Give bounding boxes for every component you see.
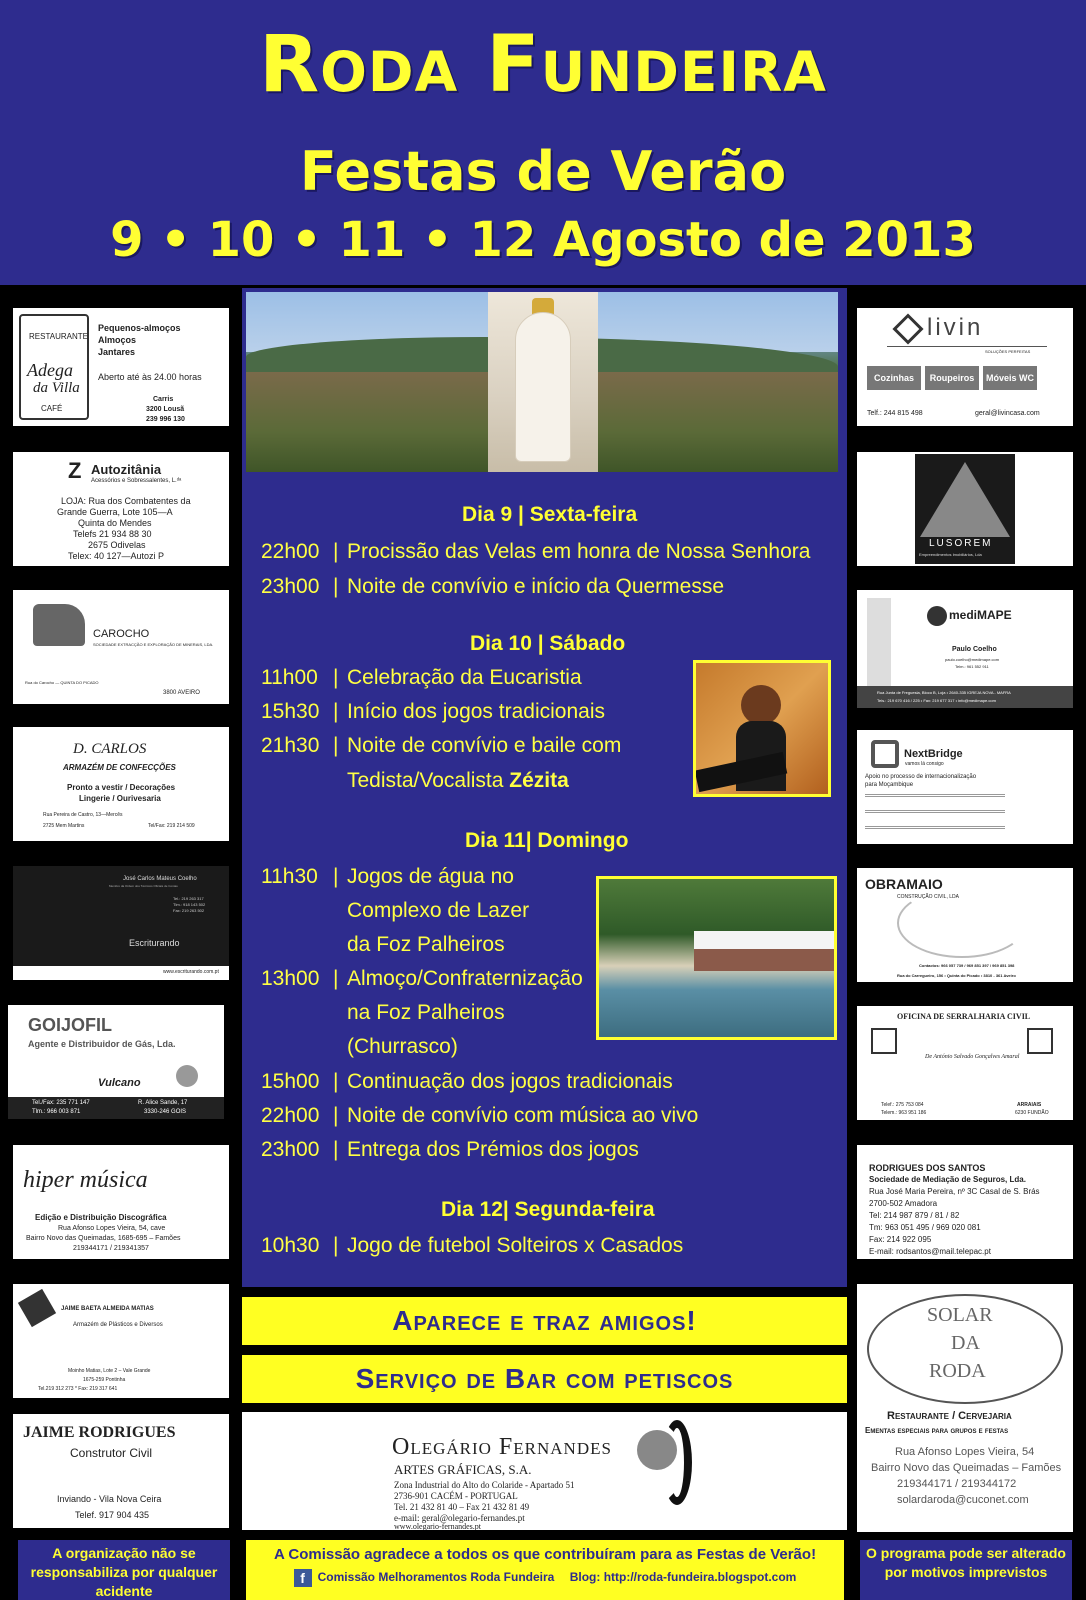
sponsor-line: Telef. 917 904 435 bbox=[75, 1510, 150, 1520]
sponsor-line: Tels.: 219 670 416 / 225 • Fax: 219 677 317 • info@medimape.com bbox=[877, 698, 996, 703]
sponsor-tagline: SOLUÇÕES PERFEITAS bbox=[985, 349, 1031, 354]
sponsor-city: 2736-901 CACÉM - PORTUGAL bbox=[394, 1491, 518, 1501]
sponsor-name: mediMAPE bbox=[949, 608, 1012, 622]
sponsor-line: Restaurante / Cervejaria bbox=[887, 1410, 1012, 1422]
sponsor-name: GOIJOFIL bbox=[28, 1015, 113, 1035]
event-time: 21h30 bbox=[261, 734, 320, 757]
sponsor-line: 219344171 / 219341357 bbox=[73, 1245, 149, 1252]
river-beach-photo bbox=[596, 876, 837, 1040]
event-separator: | bbox=[333, 540, 339, 563]
event-separator: | bbox=[333, 1234, 339, 1257]
sponsor-escriturando bbox=[13, 866, 229, 980]
sponsor-tagline: vamos lá consigo bbox=[905, 761, 944, 767]
sponsor-line: R. Alice Sande, 17 bbox=[138, 1100, 188, 1106]
poster-dates: 9 • 10 • 11 • 12 Agosto de 2013 bbox=[110, 212, 976, 268]
medimape-logo-icon bbox=[927, 606, 947, 626]
sponsor-name: RODRIGUES DOS SANTOS bbox=[869, 1163, 986, 1173]
sponsor-name: JAIME BAETA ALMEIDA MATIAS bbox=[61, 1306, 154, 1312]
gate-icon bbox=[871, 1028, 897, 1054]
sponsor-line: Sociedade de Mediação de Seguros, Lda. bbox=[869, 1175, 1026, 1184]
sponsor-nextbridge bbox=[857, 730, 1073, 844]
window-icon bbox=[1027, 1028, 1053, 1054]
sponsor-line: Contactos: 966 057 739 / 969 851 397 / 969 851 398 bbox=[919, 963, 1015, 968]
event-separator: | bbox=[333, 575, 339, 598]
sponsor-hiper-musica bbox=[13, 1145, 229, 1259]
event-text: Continuação dos jogos tradicionais bbox=[347, 1070, 673, 1093]
our-lady-statue-image bbox=[488, 292, 598, 472]
sponsor-name: Autozitânia bbox=[91, 462, 162, 477]
sponsor-rodrigues-dos-santos bbox=[857, 1145, 1073, 1259]
event-text-line: (Churrasco) bbox=[347, 1035, 458, 1058]
sponsor-tagline: Empreendimentos Imobiliários, Lda bbox=[919, 552, 982, 557]
facebook-page-link[interactable]: Comissão Melhoramentos Roda Fundeira bbox=[317, 1570, 555, 1585]
sponsor-line: Inviando - Vila Nova Ceira bbox=[57, 1494, 162, 1504]
event-separator: | bbox=[333, 734, 339, 757]
event-time: 22h00 bbox=[261, 540, 320, 563]
day10-heading: Dia 10 | Sábado bbox=[470, 632, 626, 655]
event-text-line: na Foz Palheiros bbox=[347, 1001, 505, 1024]
sponsor-livin-casa bbox=[857, 308, 1073, 426]
bathroom-furniture-label: Móveis WC bbox=[983, 366, 1037, 390]
event-text: Início dos jogos tradicionais bbox=[347, 700, 605, 723]
sponsor-line: Jantares bbox=[98, 347, 136, 357]
sponsor-line: Tlm.: 918 143 502 bbox=[173, 902, 206, 907]
sponsor-line: Lingerie / Ourivesaria bbox=[79, 794, 161, 803]
sponsor-line: Construtor Civil bbox=[70, 1446, 153, 1460]
sponsor-line: Pequenos-almoços bbox=[98, 323, 181, 333]
sponsor-name: OFICINA DE SERRALHARIA CIVIL bbox=[897, 1012, 1031, 1021]
sponsor-line: Tel./Fax: 235 771 147 bbox=[32, 1100, 90, 1106]
sponsor-line: Carris bbox=[153, 396, 174, 403]
sponsor-medimape bbox=[857, 590, 1073, 708]
event-separator: | bbox=[333, 967, 339, 990]
sponsor-tagline: CONSTRUÇÃO CIVIL, LDA bbox=[897, 894, 959, 900]
sponsor-line: Telm.: 961 552 911 bbox=[955, 664, 989, 669]
event-time: 11h00 bbox=[261, 666, 318, 689]
sponsor-brand: Escriturando bbox=[129, 938, 180, 948]
sponsor-name: SOLAR bbox=[927, 1304, 993, 1326]
sponsor-name: Adega bbox=[27, 360, 73, 380]
triangle-logo-icon bbox=[920, 462, 1010, 537]
event-separator: | bbox=[333, 1070, 339, 1093]
sponsor-line: LOJA: Rua dos Combatentes da bbox=[61, 496, 191, 506]
loader-truck-icon bbox=[33, 604, 85, 646]
facebook-icon: f bbox=[294, 1569, 312, 1587]
sponsor-line: 3330-246 GOIS bbox=[144, 1109, 187, 1115]
blog-link[interactable]: Blog: http://roda-fundeira.blogspot.com bbox=[569, 1570, 797, 1585]
bp-logo-icon bbox=[176, 1065, 198, 1087]
sponsor-jaime-rodrigues bbox=[13, 1414, 229, 1528]
sponsor-line: Rua Afonso Lopes Vieira, 54 bbox=[895, 1446, 1035, 1458]
sponsor-solar-da-roda bbox=[857, 1284, 1073, 1532]
sponsor-adega-da-villa bbox=[13, 308, 229, 426]
sponsor-name: RODA bbox=[929, 1360, 986, 1382]
sponsor-tagline: Armazém de Plásticos e Diversos bbox=[73, 1322, 163, 1328]
sponsor-website: www.olegario-fernandes.pt bbox=[394, 1522, 482, 1530]
sponsor-line: Pronto a vestir / Decorações bbox=[67, 783, 176, 792]
sponsor-line: Aberto até às 24.00 horas bbox=[98, 372, 202, 382]
poster-subtitle: Festas de Verão bbox=[299, 140, 787, 203]
event-text-line: da Foz Palheiros bbox=[347, 933, 505, 956]
sponsor-line: 2675 Odivelas bbox=[88, 540, 146, 550]
event-time: 13h00 bbox=[261, 967, 320, 990]
sponsor-line: Rua do Carocho — QUINTA DO PICADO bbox=[25, 680, 99, 685]
sponsor-name: D. CARLOS bbox=[73, 741, 147, 757]
sponsor-line: Tel: 214 987 879 / 81 / 82 bbox=[869, 1211, 960, 1220]
sponsor-autozitania bbox=[13, 452, 229, 566]
sponsor-name: livin bbox=[927, 314, 984, 341]
event-text: Noite de convívio com música ao vivo bbox=[347, 1104, 699, 1127]
sponsor-line: 3800 AVEIRO bbox=[163, 690, 200, 696]
sponsor-line: ARRAIAIS bbox=[1017, 1102, 1042, 1108]
sponsor-line: paulo.coelho@medimape.com bbox=[945, 657, 1000, 662]
sponsor-line: 1675-259 Pontinha bbox=[83, 1377, 126, 1383]
sponsor-line: 219344171 / 219344172 bbox=[897, 1478, 1017, 1490]
disclaimer-left: A organização não se responsabiliza por qualquer acidente bbox=[18, 1540, 230, 1600]
olegario-logo-swirl-icon bbox=[662, 1420, 692, 1505]
sponsor-line: 2725 Mem Martins bbox=[43, 823, 85, 829]
acknowledgement-text: A Comissão agradece a todos os que contribuíram para as Festas de Verão! bbox=[273, 1546, 817, 1563]
sponsor-line: Rua Afonso Lopes Vieira, 54, cave bbox=[58, 1225, 166, 1232]
bring-friends-banner: Aparece e traz amigos! bbox=[242, 1297, 847, 1345]
sponsor-line: Rua Junta de Freguesia, Bloco B, Loja • 2640-335 IGREJA NOVA - MAFRA bbox=[877, 690, 1011, 695]
sponsor-d-carlos bbox=[13, 727, 229, 841]
sponsor-line: Tlm.: 966 003 871 bbox=[32, 1109, 81, 1115]
event-text-line: Complexo de Lazer bbox=[347, 899, 530, 922]
event-separator: | bbox=[333, 1138, 339, 1161]
event-text: Procissão das Velas em honra de Nossa Senhora bbox=[347, 540, 811, 563]
event-text-line: Jogos de água no bbox=[347, 865, 514, 888]
sponsor-line: Almoços bbox=[98, 335, 137, 345]
kitchens-label: Cozinhas bbox=[867, 366, 921, 390]
sponsor-oficina-serralharia bbox=[857, 1006, 1073, 1120]
sponsor-name: hiper música bbox=[23, 1167, 148, 1193]
sponsor-line: 239 996 130 bbox=[146, 416, 185, 423]
event-text: Celebração da Eucaristia bbox=[347, 666, 582, 689]
sponsor-name: NextBridge bbox=[904, 748, 963, 760]
event-continuation-text: Tedista/Vocalista bbox=[347, 769, 504, 792]
sponsor-name: JAIME RODRIGUES bbox=[23, 1424, 176, 1441]
event-time: 22h00 bbox=[261, 1104, 320, 1127]
day12-heading: Dia 12| Segunda-feira bbox=[441, 1198, 655, 1221]
event-separator: | bbox=[333, 700, 339, 723]
sponsor-line: 2700-502 Amadora bbox=[869, 1199, 938, 1208]
event-text: Entrega dos Prémios dos jogos bbox=[347, 1138, 639, 1161]
sponsor-line: Rua do Carregueiro, 156 • Quinta do Picado • 3810 - 361 Aveiro bbox=[897, 973, 1016, 978]
sponsor-name: José Carlos Mateus Coelho bbox=[123, 876, 197, 882]
z-logo-icon: Z bbox=[68, 458, 82, 483]
sponsor-jaime-baeta bbox=[13, 1284, 229, 1398]
sponsor-line: Tm: 963 051 495 / 969 020 081 bbox=[869, 1223, 981, 1232]
sponsor-goijofil bbox=[8, 1005, 224, 1119]
sponsor-line: Apoio no processo de internacionalização bbox=[865, 774, 977, 780]
event-time: 23h00 bbox=[261, 1138, 320, 1161]
sponsor-name: CAROCHO bbox=[93, 628, 150, 640]
sponsor-line: Tel.219 312 273 * Fax: 219 317 641 bbox=[38, 1386, 118, 1392]
sponsor-label: CAFÉ bbox=[41, 404, 63, 413]
sponsor-line: Moinho Matias, Lote 2 – Vale Grande bbox=[68, 1368, 151, 1374]
sponsor-tagline: Agente e Distribuidor de Gás, Lda. bbox=[28, 1039, 176, 1049]
sponsor-line: Fax: 214 922 095 bbox=[869, 1235, 932, 1244]
sponsor-line: Telef.: 275 753 084 bbox=[881, 1102, 924, 1108]
sponsor-name: DA bbox=[951, 1332, 980, 1354]
sponsor-tagline: ARTES GRÁFICAS, S.A. bbox=[394, 1462, 532, 1477]
sponsor-line: Bairro Novo das Queimadas – Famões bbox=[871, 1462, 1062, 1474]
sponsor-email: e-mail: geral@olegario-fernandes.pt bbox=[394, 1513, 525, 1523]
sponsor-line: Rua José Maria Pereira, nº 3C Casal de S. Brás bbox=[869, 1187, 1040, 1196]
sponsor-line: Tel.: 219 263 317 bbox=[173, 896, 204, 901]
event-time: 15h30 bbox=[261, 700, 320, 723]
sponsor-line: Bairro Novo das Queimadas, 1685-695 – Famões bbox=[26, 1235, 181, 1242]
event-time: 11h30 bbox=[261, 865, 318, 888]
sponsor-phone: Telf.: 244 815 498 bbox=[867, 410, 923, 417]
poster-header bbox=[0, 0, 1086, 285]
jm-logo-icon bbox=[18, 1289, 56, 1327]
day9-heading: Dia 9 | Sexta-feira bbox=[462, 503, 638, 526]
sponsor-line: Edição e Distribuição Discográfica bbox=[35, 1213, 167, 1222]
sponsor-line: ARMAZÉM DE CONFECÇÕES bbox=[63, 763, 176, 772]
acknowledgement-footer bbox=[246, 1540, 844, 1600]
disclaimer-right: O programa pode ser alterado por motivos imprevistos bbox=[860, 1540, 1072, 1600]
event-separator: | bbox=[333, 666, 339, 689]
event-time: 10h30 bbox=[261, 1234, 320, 1257]
swoosh-logo-icon bbox=[897, 888, 1027, 958]
sponsor-line: Tel/Fax: 219 214 509 bbox=[148, 823, 195, 829]
event-separator: | bbox=[333, 1104, 339, 1127]
event-time: 15h00 bbox=[261, 1070, 320, 1093]
sponsor-line: Telem.: 963 951 186 bbox=[881, 1110, 927, 1116]
event-text: Noite de convívio e baile com bbox=[347, 734, 622, 757]
sponsor-email: geral@livincasa.com bbox=[975, 410, 1040, 417]
sponsor-tagline: Acessórios e Sobressalentes, L.ᵈᵃ bbox=[91, 478, 182, 484]
sponsor-line: Paulo Coelho bbox=[952, 646, 997, 653]
singer-photo bbox=[693, 660, 831, 797]
sponsor-line: para Moçambique bbox=[865, 782, 914, 788]
sponsor-obramaio bbox=[857, 868, 1073, 982]
village-banner-photo bbox=[246, 292, 838, 472]
sponsor-website: www.escriturando.com.pt bbox=[163, 969, 219, 975]
sponsor-name: LUSOREM bbox=[929, 538, 993, 549]
p-logo-icon bbox=[867, 598, 891, 688]
sponsor-olegario-fernandes bbox=[242, 1412, 847, 1530]
event-continuation bbox=[347, 769, 569, 793]
event-time: 23h00 bbox=[261, 575, 320, 598]
sponsor-name: Olegário Fernandes bbox=[392, 1434, 612, 1460]
sponsor-line: Telefs 21 934 88 30 bbox=[73, 529, 152, 539]
event-separator: | bbox=[333, 865, 339, 888]
sponsor-phone: Tel. 21 432 81 40 – Fax 21 432 81 49 bbox=[394, 1502, 530, 1512]
sponsor-line: Ementas especiais para grupos e festas bbox=[865, 1426, 1009, 1435]
sponsor-name: OBRAMAIO bbox=[865, 876, 943, 892]
day11-heading: Dia 11| Domingo bbox=[465, 829, 629, 852]
sponsor-line: E-mail: rodsantos@mail.telepac.pt bbox=[869, 1247, 991, 1256]
event-text: Jogo de futebol Solteiros x Casados bbox=[347, 1234, 684, 1257]
sponsor-line: Rua Pereira de Castro, 13—Mercês bbox=[43, 812, 123, 818]
poster-title: Roda Fundeira bbox=[259, 20, 827, 110]
bar-service-banner: Serviço de Bar com petiscos bbox=[242, 1355, 847, 1403]
sponsor-line: 3200 Lousã bbox=[146, 406, 185, 413]
sponsor-line: Quinta do Mendes bbox=[78, 518, 152, 528]
sponsor-line: solardaroda@cuconet.com bbox=[897, 1494, 1029, 1506]
sponsor-tagline: SOCIEDADE EXTRACÇÃO E EXPLORAÇÃO DE MINERAIS, LDA. bbox=[93, 642, 214, 647]
performer-name: Zézita bbox=[509, 769, 569, 792]
sponsor-line: 6230 FUNDÃO bbox=[1015, 1110, 1049, 1116]
sponsor-line: De António Salvado Gonçalves Amaral bbox=[925, 1054, 1020, 1060]
event-text-line: Almoço/Confraternização bbox=[347, 967, 583, 990]
sponsor-brand: Vulcano bbox=[98, 1077, 141, 1089]
sponsor-lusorem bbox=[857, 452, 1073, 566]
sponsor-tagline: Membro da Ordem dos Técnicos Oficiais de Contas bbox=[109, 884, 178, 888]
sponsor-label: RESTAURANTE bbox=[29, 332, 88, 341]
sponsor-name: da Villa bbox=[33, 380, 80, 396]
sponsor-line: Telex: 40 127—Autozi P bbox=[68, 551, 165, 561]
sponsor-line: Fax: 219 263 502 bbox=[173, 908, 205, 913]
sponsor-line: Grande Guerra, Lote 105—A bbox=[57, 507, 173, 517]
nextbridge-logo-icon bbox=[871, 740, 899, 768]
event-text: Noite de convívio e início da Quermesse bbox=[347, 575, 725, 598]
sponsor-carocho bbox=[13, 590, 229, 704]
livin-logo-icon bbox=[892, 313, 923, 344]
sponsor-address: Zona Industrial do Alto do Colaride - Apartado 51 bbox=[394, 1480, 575, 1490]
wardrobes-label: Roupeiros bbox=[925, 366, 979, 390]
